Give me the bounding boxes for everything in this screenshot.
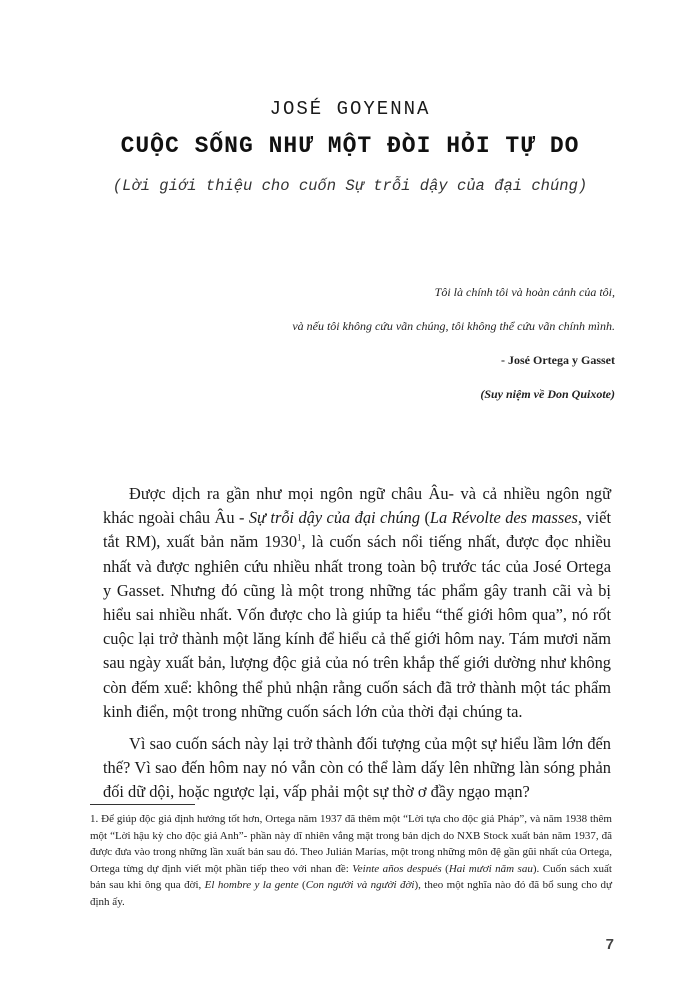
footnote-text-a: 1. Để giúp độc giả định hướng tốt hơn, Ortega năm 1937 đã thêm một “Lời tựa cho độc giả Pháp”, và năm 1938 thêm một “Lời hậu kỳ cho độc giả Anh”- phần này dĩ nhiên vắng mặt trong bản dịch do NXB Stock xuất bản năm 1937, đã được đưa vào trong những lần xuất bản sau đó. Theo Julián Marías, một trong những môn đệ gần gũi nhất của Ortega, Ortega từng dự định viết một phần tiếp theo với nhan đề: <box>90 813 612 875</box>
author-name: JOSÉ GOYENNA <box>269 98 431 120</box>
footnote-text-i: ), theo một nghĩa nào đó đã bổ sung cho dự định ấy. <box>90 879 613 908</box>
footnote-title-2: El hombre y la gente <box>204 879 299 891</box>
paragraph-1-text-f: , là cuốn sách nổi tiếng nhất, được đọc nhiều nhất và được nghiên cứu nhiều nhất trong toàn bộ trước tác của José Ortega y Gasset. Nhưng đó cũng là một trong những tác phẩm gây tranh cãi và bị hiểu sai nhiều nhất. Vốn được cho là giúp ta hiểu “thế giới hôm qua”, nó rốt cuộc lại trở thành một lăng kính để hiểu cả thế giới hôm nay. Tám mươi năm sau ngày xuất bản, lượng độc giả của nó trên khắp thế giới dường như không còn đếm xuể: không thể phủ nhận rằng cuốn sách đã trở thành một tác phẩm kinh điển, một trong những cuốn sách lớn của thời đại chúng ta. <box>103 532 611 721</box>
epigraph <box>55 284 615 402</box>
footnote <box>90 811 612 910</box>
body-text <box>103 482 611 805</box>
epigraph-author: - José Ortega y Gasset <box>501 353 615 367</box>
chapter-title: CUỘC SỐNG NHƯ MỘT ĐÒI HỎI TỰ DO <box>120 133 580 159</box>
footnote-title-1-vi: Hai mươi năm sau <box>448 862 533 875</box>
footnote-title-1: Veinte años después <box>352 862 442 875</box>
paragraph-1-text-c: ( <box>420 508 430 528</box>
epigraph-source: (Suy niệm về Don Quixote) <box>480 387 615 401</box>
book-title-fr: La Révolte des masses <box>429 508 578 528</box>
epigraph-line-1: Tôi là chính tôi và hoàn cảnh của tôi, <box>434 285 615 299</box>
footnote-divider <box>90 804 195 805</box>
paragraph-1 <box>103 482 611 724</box>
paragraph-2: Vì sao cuốn sách này lại trở thành đối tượng của một sự hiểu lầm lớn đến thế? Vì sao đến hôm nay nó vẫn còn có thể làm dấy lên những làn sóng phản đối dữ dội, hoặc ngược lại, vấp phải một sự thờ ơ đầy ngạo mạn? <box>103 734 611 802</box>
paragraph-1-text-e: , viết tắt RM), xuất bản năm 1930 <box>103 508 611 552</box>
footnote-title-2-vi: Con người và người đời <box>305 879 415 891</box>
page-number: 7 <box>605 936 614 953</box>
book-title-vi: Sự trỗi dậy của đại chúng <box>248 508 421 528</box>
paragraph-1-text-a: Được dịch ra gần như mọi ngôn ngữ châu Âu- và cả nhiều ngôn ngữ khác ngoài châu Âu - <box>103 484 611 528</box>
footnote-reference[interactable]: 1 <box>297 532 302 543</box>
footnote-text-e: ). Cuốn sách xuất bản sau khi ông qua đời, <box>90 862 612 891</box>
footnote-text-g: ( <box>298 879 306 891</box>
epigraph-line-2: và nếu tôi không cứu vãn chúng, tôi không thể cứu vãn chính mình. <box>292 319 615 333</box>
chapter-subtitle: (Lời giới thiệu cho cuốn Sự trỗi dậy của đại chúng) <box>112 177 588 195</box>
footnote-text-c: ( <box>441 862 449 875</box>
